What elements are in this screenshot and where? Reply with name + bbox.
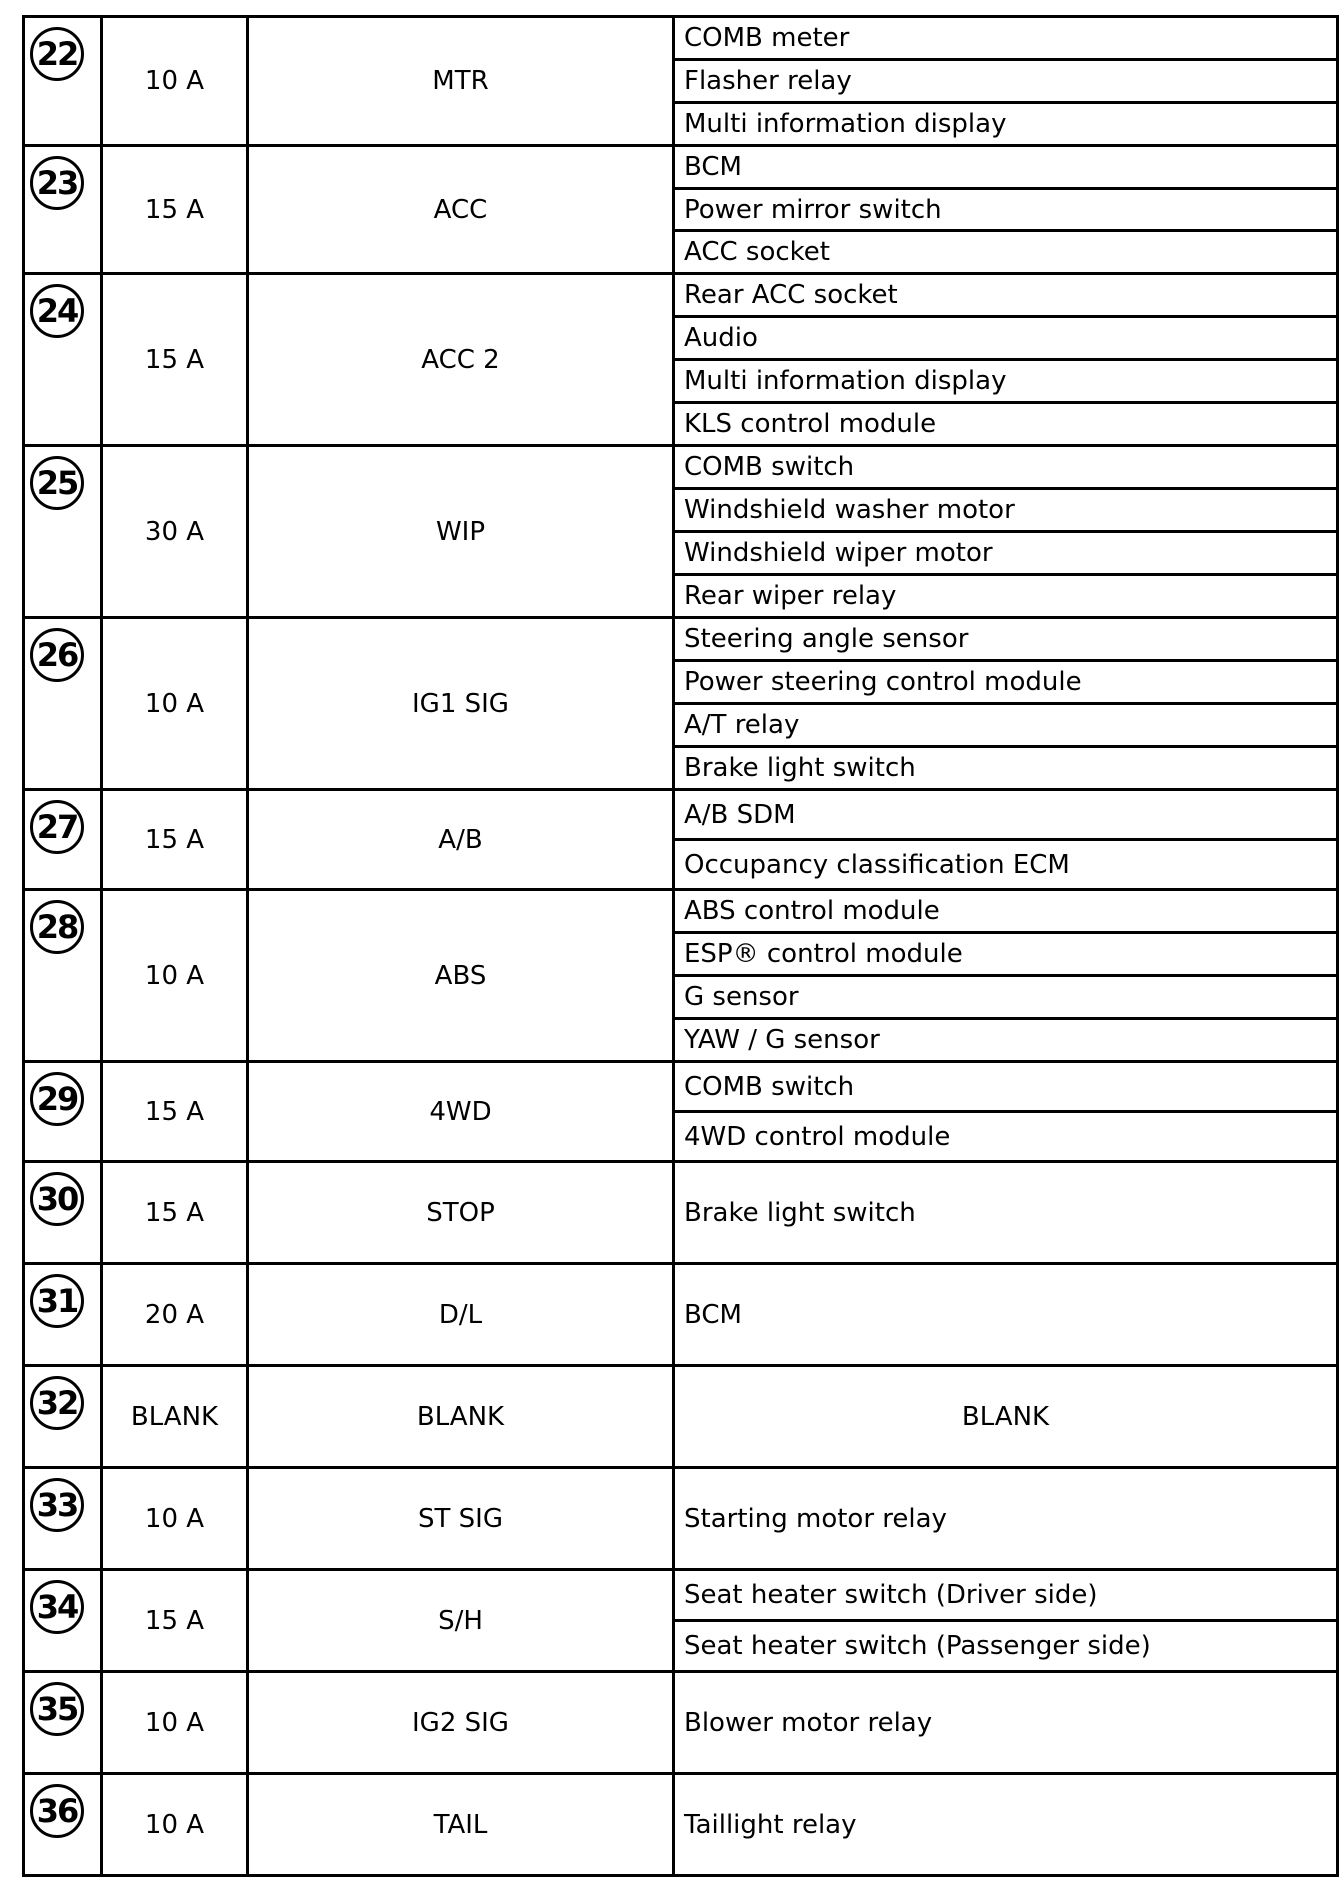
column-border xyxy=(1336,15,1339,1874)
circuit-item: Windshield wiper motor xyxy=(684,538,993,568)
fuse-rating: 15 A xyxy=(144,824,205,855)
circuit-item: Rear ACC socket xyxy=(684,280,898,310)
row-border xyxy=(22,1874,1339,1877)
fuse-rating: 10 A xyxy=(144,688,205,719)
fuse-number: 35 xyxy=(30,1682,84,1736)
fuse-name: MTR xyxy=(432,66,489,96)
circuit-item: Multi information display xyxy=(684,109,1007,139)
fuse-rating: 10 A xyxy=(144,1503,205,1534)
fuse-rating: 20 A xyxy=(144,1299,205,1330)
circuit-item: KLS control module xyxy=(684,409,937,439)
circuit-item: ESP® control module xyxy=(684,939,963,969)
fuse-name: S/H xyxy=(438,1605,483,1636)
circuit-item: Power mirror switch xyxy=(684,194,942,225)
circuit-item: Brake light switch xyxy=(684,753,916,783)
column-border xyxy=(22,15,25,1874)
fuse-name: ABS xyxy=(434,960,487,991)
fuse-name: WIP xyxy=(435,516,486,547)
circuit-item: COMB switch xyxy=(684,1071,855,1102)
fuse-name: TAIL xyxy=(433,1809,488,1840)
circuit-item: A/T relay xyxy=(684,710,800,740)
circuit-item: Steering angle sensor xyxy=(684,624,969,654)
fuse-name: ACC 2 xyxy=(421,344,500,375)
circuit-item: ABS control module xyxy=(684,896,940,926)
circuit-item: Seat heater switch (Passenger side) xyxy=(684,1631,1151,1661)
circuit-item: BCM xyxy=(684,1299,742,1330)
circuit-item: 4WD control module xyxy=(684,1121,951,1152)
fuse-name: ACC xyxy=(433,194,488,225)
fuse-number: 32 xyxy=(30,1376,84,1430)
fuse-name: 4WD xyxy=(429,1096,492,1127)
circuit-item: G sensor xyxy=(684,982,799,1012)
fuse-name: IG2 SIG xyxy=(412,1707,509,1738)
circuit-item: Multi information display xyxy=(684,366,1007,396)
fuse-name: ST SIG xyxy=(418,1503,503,1534)
circuit-item: Rear wiper relay xyxy=(684,581,897,611)
fuse-rating: 15 A xyxy=(144,1197,205,1228)
circuit-item: ACC socket xyxy=(684,237,830,267)
fuse-rating: 10 A xyxy=(144,66,205,96)
circuit-item: A/B SDM xyxy=(684,799,796,830)
fuse-number: 33 xyxy=(30,1478,84,1532)
fuse-number: 26 xyxy=(30,628,84,682)
fuse-rating: 15 A xyxy=(144,344,205,375)
circuit-item: Power steering control module xyxy=(684,667,1082,697)
fuse-rating: BLANK xyxy=(130,1401,219,1432)
fuse-number: 24 xyxy=(30,284,84,338)
circuit-item: Starting motor relay xyxy=(684,1503,947,1534)
circuit-item: Blower motor relay xyxy=(684,1707,933,1738)
circuit-item: Audio xyxy=(684,323,758,353)
circuit-item: Brake light switch xyxy=(684,1197,916,1228)
fuse-number: 28 xyxy=(30,900,84,954)
circuit-item: Seat heater switch (Driver side) xyxy=(684,1580,1098,1610)
fuse-number: 30 xyxy=(30,1172,84,1226)
fuse-number: 23 xyxy=(30,156,84,210)
fuse-name: STOP xyxy=(426,1197,495,1228)
fuse-number: 22 xyxy=(30,27,84,81)
circuit-item: Occupancy classification ECM xyxy=(684,849,1070,880)
fuse-number: 36 xyxy=(30,1784,84,1838)
circuit-item: COMB switch xyxy=(684,452,855,482)
fuse-rating: 10 A xyxy=(144,1707,205,1738)
circuit-item: Taillight relay xyxy=(684,1809,857,1840)
fuse-rating: 10 A xyxy=(144,960,205,991)
circuit-item: COMB meter xyxy=(684,23,850,53)
circuit-item: BCM xyxy=(684,152,742,182)
fuse-number: 31 xyxy=(30,1274,84,1328)
fuse-number: 25 xyxy=(30,456,84,510)
fuse-name: IG1 SIG xyxy=(412,688,509,719)
fuse-rating: 10 A xyxy=(144,1809,205,1840)
fuse-rating: 15 A xyxy=(144,1096,205,1127)
fuse-rating: 30 A xyxy=(144,516,205,547)
circuit-item: YAW / G sensor xyxy=(684,1025,880,1055)
circuit-item: Flasher relay xyxy=(684,66,852,96)
fuse-number: 29 xyxy=(30,1072,84,1126)
fuse-rating: 15 A xyxy=(144,1605,205,1636)
circuit-item: BLANK xyxy=(961,1401,1050,1432)
fuse-name: BLANK xyxy=(416,1401,505,1432)
fuse-rating: 15 A xyxy=(144,194,205,225)
fuse-name: A/B xyxy=(438,824,483,855)
circuit-item: Windshield washer motor xyxy=(684,495,1015,525)
fuse-number: 27 xyxy=(30,800,84,854)
fuse-name: D/L xyxy=(438,1299,483,1330)
fuse-number: 34 xyxy=(30,1580,84,1634)
